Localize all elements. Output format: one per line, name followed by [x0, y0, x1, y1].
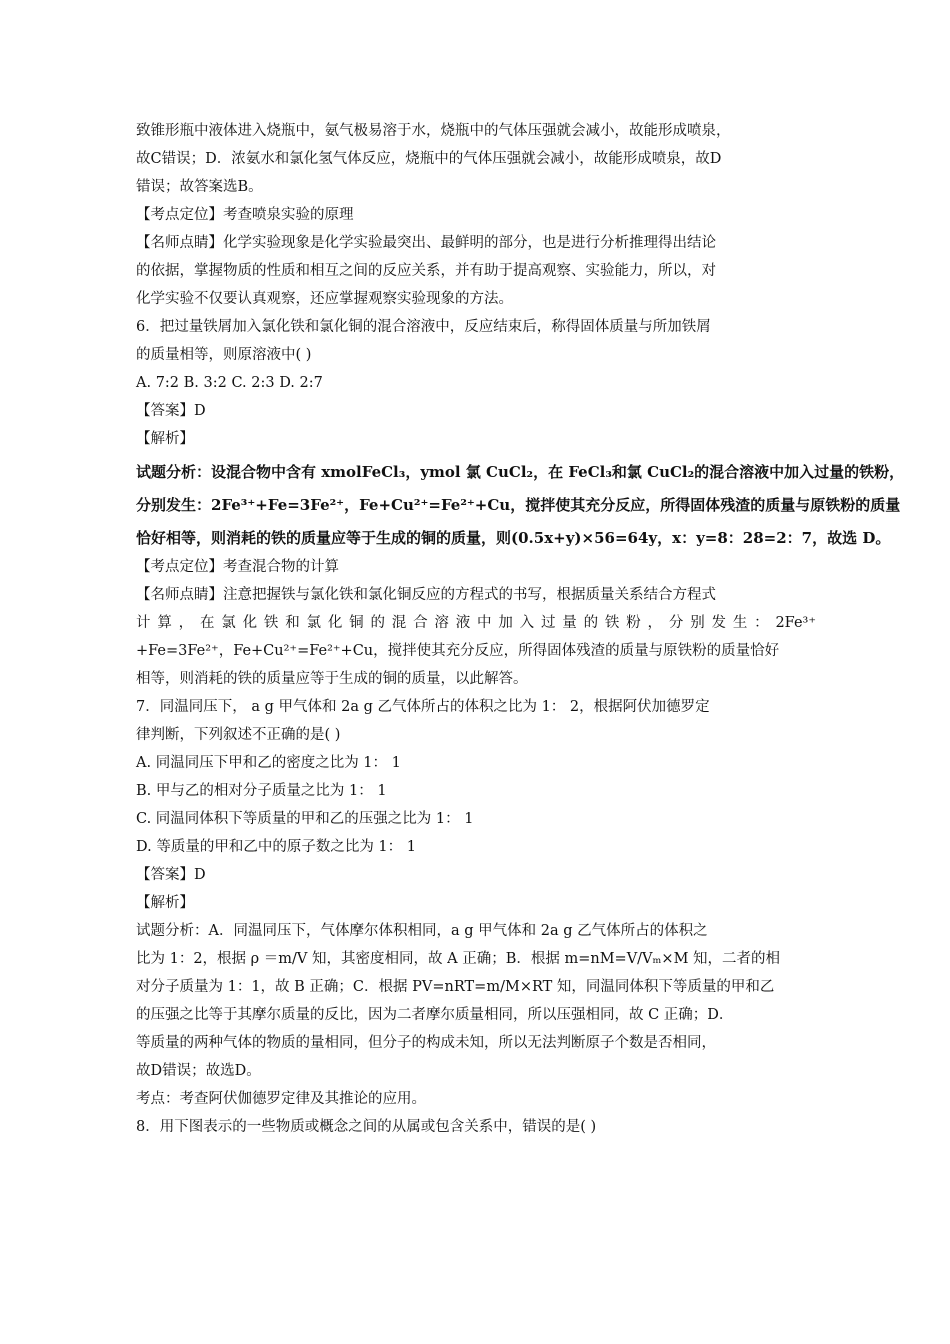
text-line: 化学实验不仅要认真观察，还应掌握观察实验现象的方法。: [136, 291, 513, 307]
answer-line: 【答案】D: [136, 867, 206, 883]
question-7-line: 7．同温同压下， a g 甲气体和 2a g 乙气体所占的体积之比为 1： 2，根据阿伏加德罗定: [136, 699, 710, 715]
option-b: B. 甲与乙的相对分子质量之比为 1： 1: [136, 783, 387, 799]
analysis-heading: 【解析】: [136, 431, 194, 447]
text-line: 律判断，下列叙述不正确的是( ): [136, 727, 341, 743]
text-line: 【考点定位】考查混合物的计算: [136, 559, 339, 575]
analysis-heading: 【解析】: [136, 895, 194, 911]
text-line: 的质量相等，则原溶液中( ): [136, 347, 312, 363]
text-line: +Fe=3Fe²⁺，Fe+Cu²⁺=Fe²⁺+Cu，搅拌使其充分反应，所得固体残渣的质量与原铁粉的质量恰好: [136, 643, 780, 659]
text-line: 考点：考查阿伏伽德罗定律及其推论的应用。: [136, 1091, 426, 1107]
answer-line: 【答案】D: [136, 403, 206, 419]
text-line: 致锥形瓶中液体进入烧瓶中，氨气极易溶于水，烧瓶中的气体压强就会减小，故能形成喷泉，: [136, 123, 731, 139]
text-line: 比为 1：2，根据 ρ ＝m/V 知，其密度相同，故 A 正确；B．根据 m=nM=V/Vₘ×M 知，二者的相: [136, 951, 781, 967]
text-line: 对分子质量为 1：1，故 B 正确；C．根据 PV=nRT=m/M×RT 知，同温同体积下等质量的甲和乙: [136, 979, 775, 995]
text-line: 计算，在氯化铁和氯化铜的混合溶液中加入过量的铁粉，分别发生：2Fe³⁺: [136, 615, 816, 631]
text-line: 等质量的两种气体的物质的量相同，但分子的构成未知，所以无法判断原子个数是否相同，: [136, 1035, 716, 1051]
analysis-bold-line: 试题分析：设混合物中含有 xmolFeCl₃，ymol 氯 CuCl₂，在 FeCl₃和氯 CuCl₂的混合溶液中加入过量的铁粉，: [136, 463, 905, 481]
question-8-line: 8．用下图表示的一些物质或概念之间的从属或包含关系中，错误的是( ): [136, 1119, 597, 1135]
text-line: 错误；故答案选B。: [136, 179, 263, 195]
text-line: 故C错误；D．浓氨水和氯化氢气体反应，烧瓶中的气体压强就会减小，故能形成喷泉，故D: [136, 151, 722, 167]
text-line: 的压强之比等于其摩尔质量的反比，因为二者摩尔质量相同，所以压强相同，故 C 正确；D．: [136, 1007, 734, 1023]
text-line: 【名师点睛】化学实验现象是化学实验最突出、最鲜明的部分，也是进行分析推理得出结论: [136, 235, 716, 251]
option-c: C. 同温同体积下等质量的甲和乙的压强之比为 1： 1: [136, 811, 474, 827]
question-6-line: 6．把过量铁屑加入氯化铁和氯化铜的混合溶液中，反应结束后，称得固体质量与所加铁屑: [136, 319, 711, 335]
option-d: D. 等质量的甲和乙中的原子数之比为 1： 1: [136, 839, 416, 855]
text-line: 相等，则消耗的铁的质量应等于生成的铜的质量，以此解答。: [136, 671, 528, 687]
analysis-bold-line: 恰好相等，则消耗的铁的质量应等于生成的铜的质量，则(0.5x+y)×56=64y，x：y=8：28=2：7，故选 D。: [136, 529, 891, 547]
text-line: 【考点定位】考查喷泉实验的原理: [136, 207, 354, 223]
option-a: A. 同温同压下甲和乙的密度之比为 1： 1: [136, 755, 401, 771]
text-line: 故D错误；故选D。: [136, 1063, 261, 1079]
text-line: 试题分析：A．同温同压下，气体摩尔体积相同，a g 甲气体和 2a g 乙气体所占的体积之: [136, 923, 708, 939]
text-line: 的依据，掌握物质的性质和相互之间的反应关系，并有助于提高观察、实验能力，所以，对: [136, 263, 716, 279]
question-6-options: A. 7:2 B. 3:2 C. 2:3 D. 2:7: [136, 375, 323, 391]
analysis-bold-line: 分别发生：2Fe³⁺+Fe=3Fe²⁺，Fe+Cu²⁺=Fe²⁺+Cu，搅拌使其充分反应，所得固体残渣的质量与原铁粉的质量: [136, 496, 901, 514]
text-line: 【名师点睛】注意把握铁与氯化铁和氯化铜反应的方程式的书写，根据质量关系结合方程式: [136, 587, 716, 603]
